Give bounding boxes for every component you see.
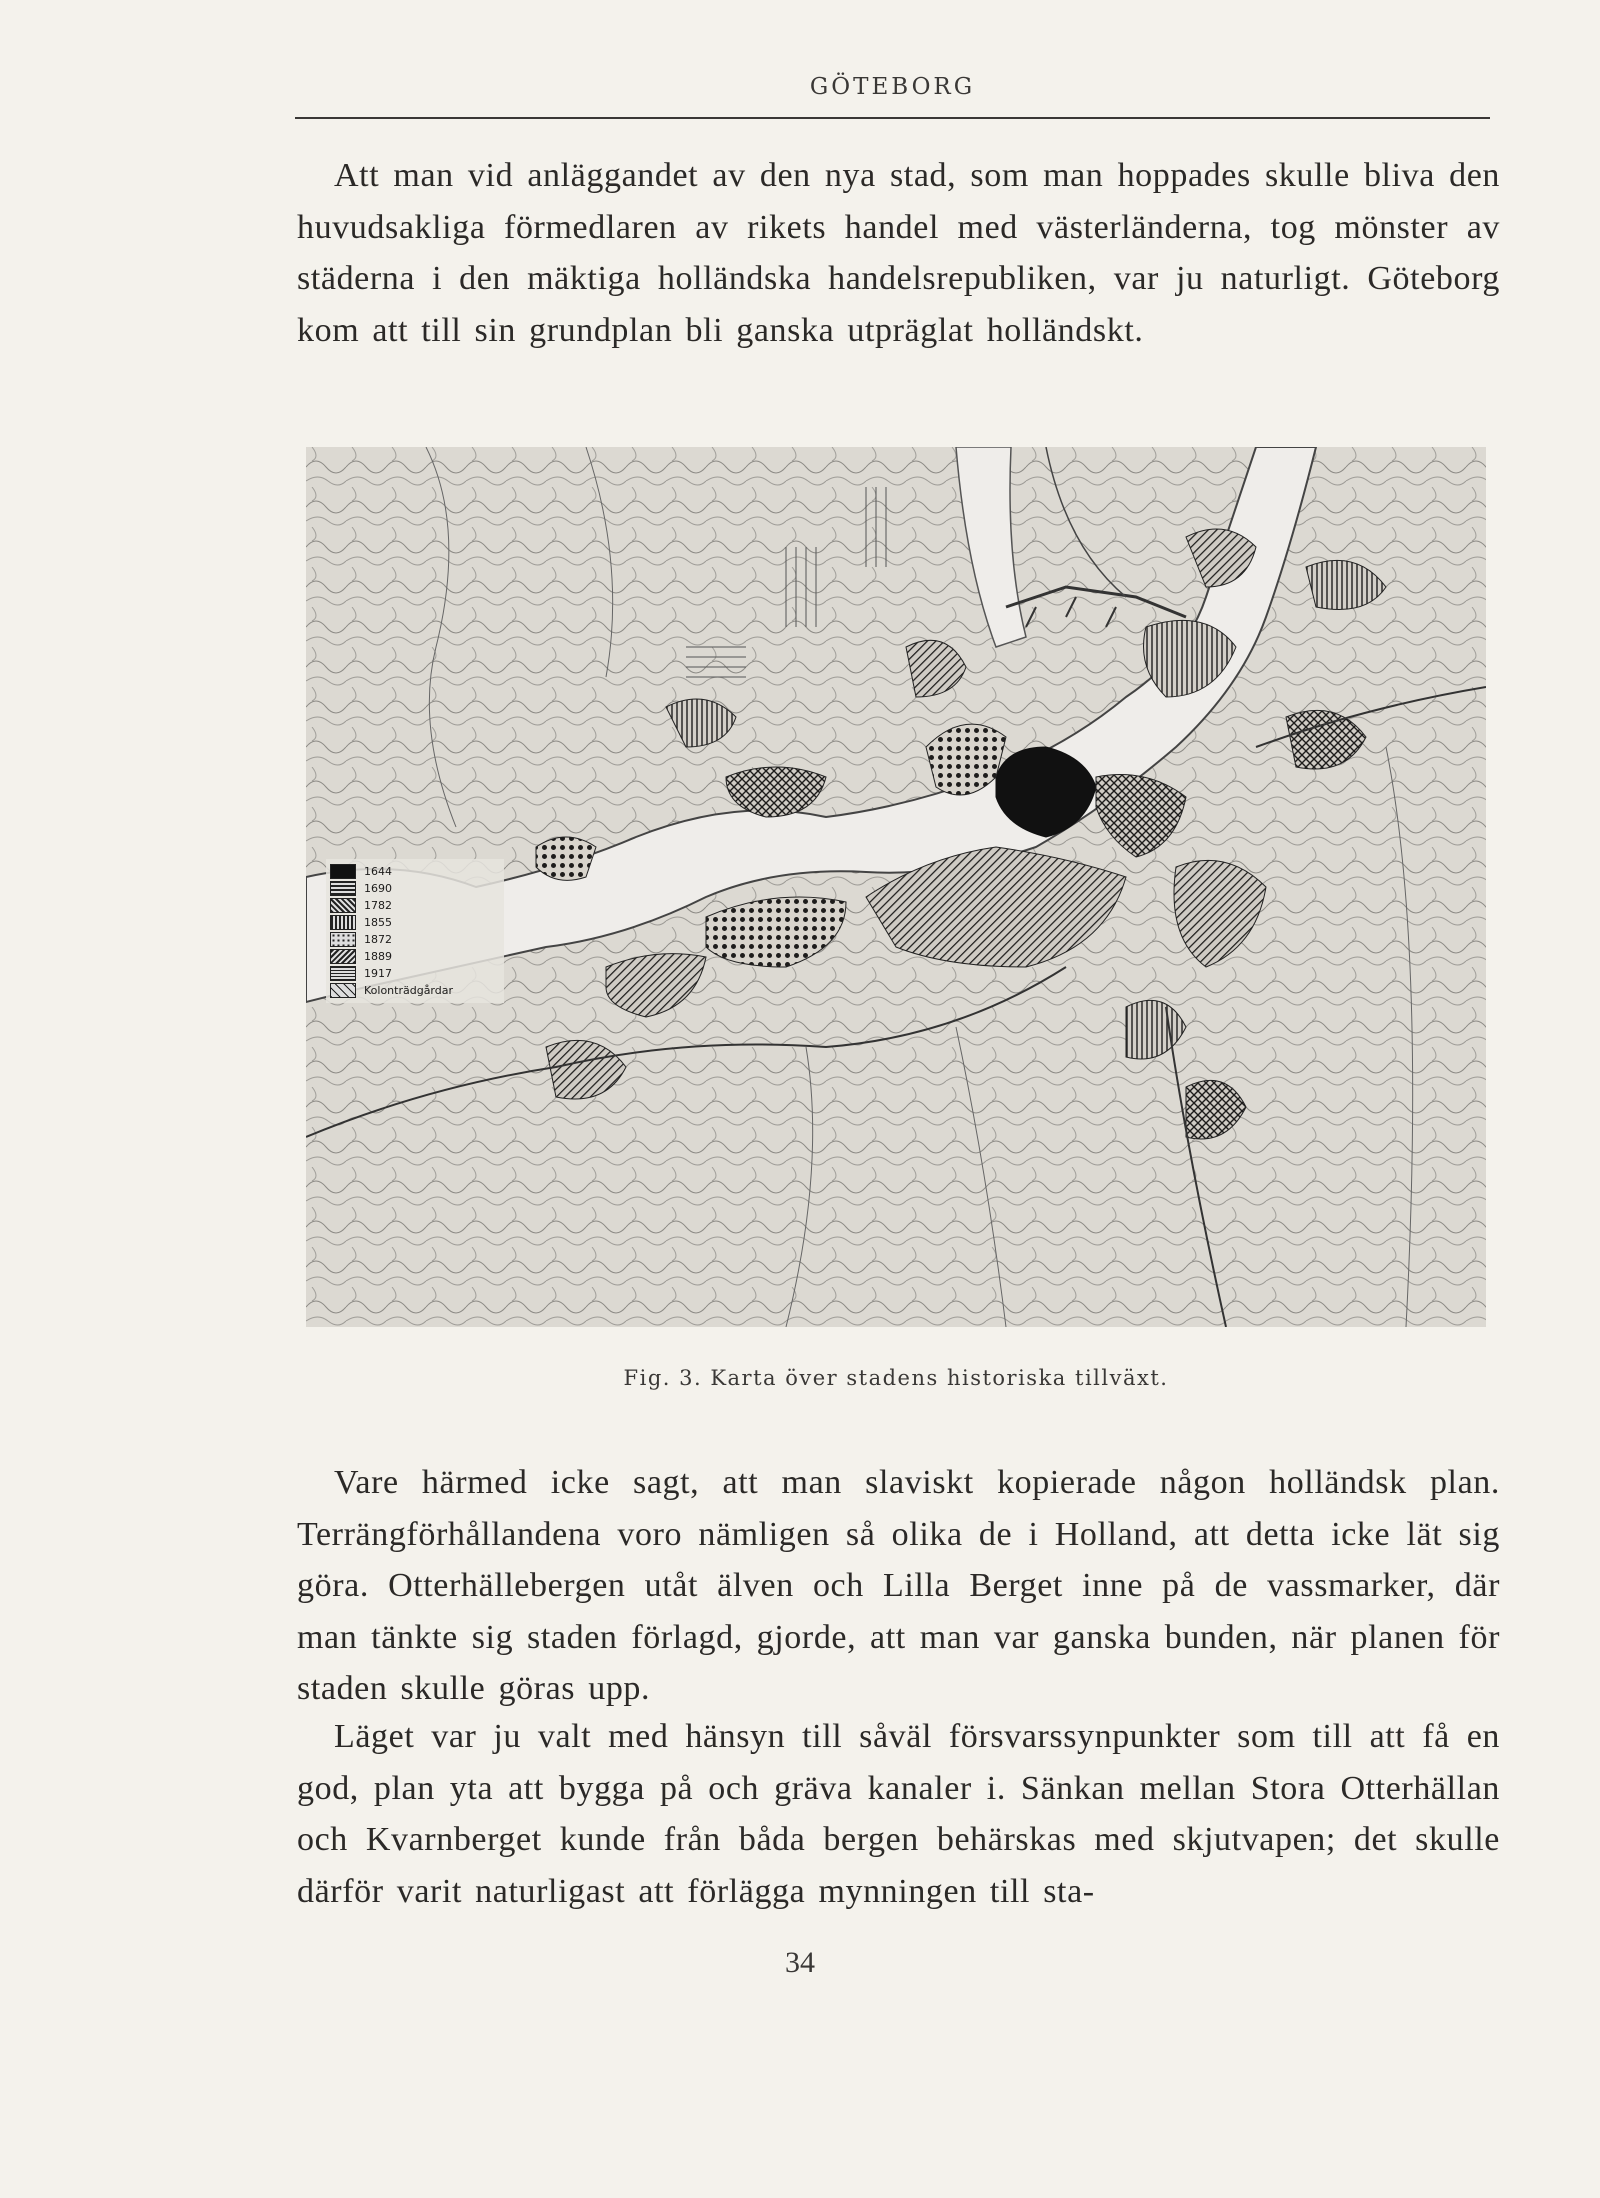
legend-item: 1872 <box>330 931 500 947</box>
legend-item: 1782 <box>330 897 500 913</box>
legend-item: 1889 <box>330 948 500 964</box>
map-figure <box>306 447 1486 1327</box>
page-number: 34 <box>785 1946 815 1979</box>
paragraph-1: Att man vid anläggandet av den nya stad, som man hoppades skulle bliva den huvudsakliga förmedlaren av rikets handel med västerländerna, tog mönster av städerna i den mäktiga holländska handelsrepubliken, var ju naturligt. Göteborg kom att till sin grundplan bli ganska utpräglat holländskt. <box>297 157 1500 349</box>
legend-swatch <box>330 898 356 913</box>
legend-item: 1855 <box>330 914 500 930</box>
legend-swatch <box>330 966 356 981</box>
legend-swatch <box>330 881 356 896</box>
legend-item: 1917 <box>330 965 500 981</box>
legend-swatch <box>330 864 356 879</box>
legend-item: 1644 <box>330 863 500 879</box>
header-rule <box>295 117 1490 119</box>
paragraph-3: Läget var ju valt med hänsyn till såväl försvarssynpunkter som till att få en god, plan yta att bygga på och gräva kanaler i. Sänkan mellan Stora Otterhällan och Kvarnberget kunde från båda bergen behärskas med skjutvapen; det skulle därför varit naturligast att förlägga mynningen till sta- <box>297 1718 1500 1910</box>
paragraph-2: Vare härmed icke sagt, att man slaviskt kopierade någon holländsk plan. Terrängförhållandena voro nämligen så olika de i Holland, att detta icke lät sig göra. Otterhällebergen utåt älven och Lilla Berget inne på de vassmarker, där man tänkte sig staden förlagd, gjorde, att man var ganska bunden, när planen för staden skulle göras upp. <box>297 1464 1500 1707</box>
map-legend <box>326 859 504 1003</box>
legend-item: 1690 <box>330 880 500 896</box>
legend-swatch <box>330 949 356 964</box>
running-head: GÖTEBORG <box>809 74 976 100</box>
legend-swatch <box>330 915 356 930</box>
legend-swatch <box>330 932 356 947</box>
figure-caption: Fig. 3. Karta över stadens historiska tillväxt. <box>623 1366 1169 1390</box>
legend-swatch <box>330 983 356 998</box>
legend-item: Kolonträdgårdar <box>330 982 500 998</box>
